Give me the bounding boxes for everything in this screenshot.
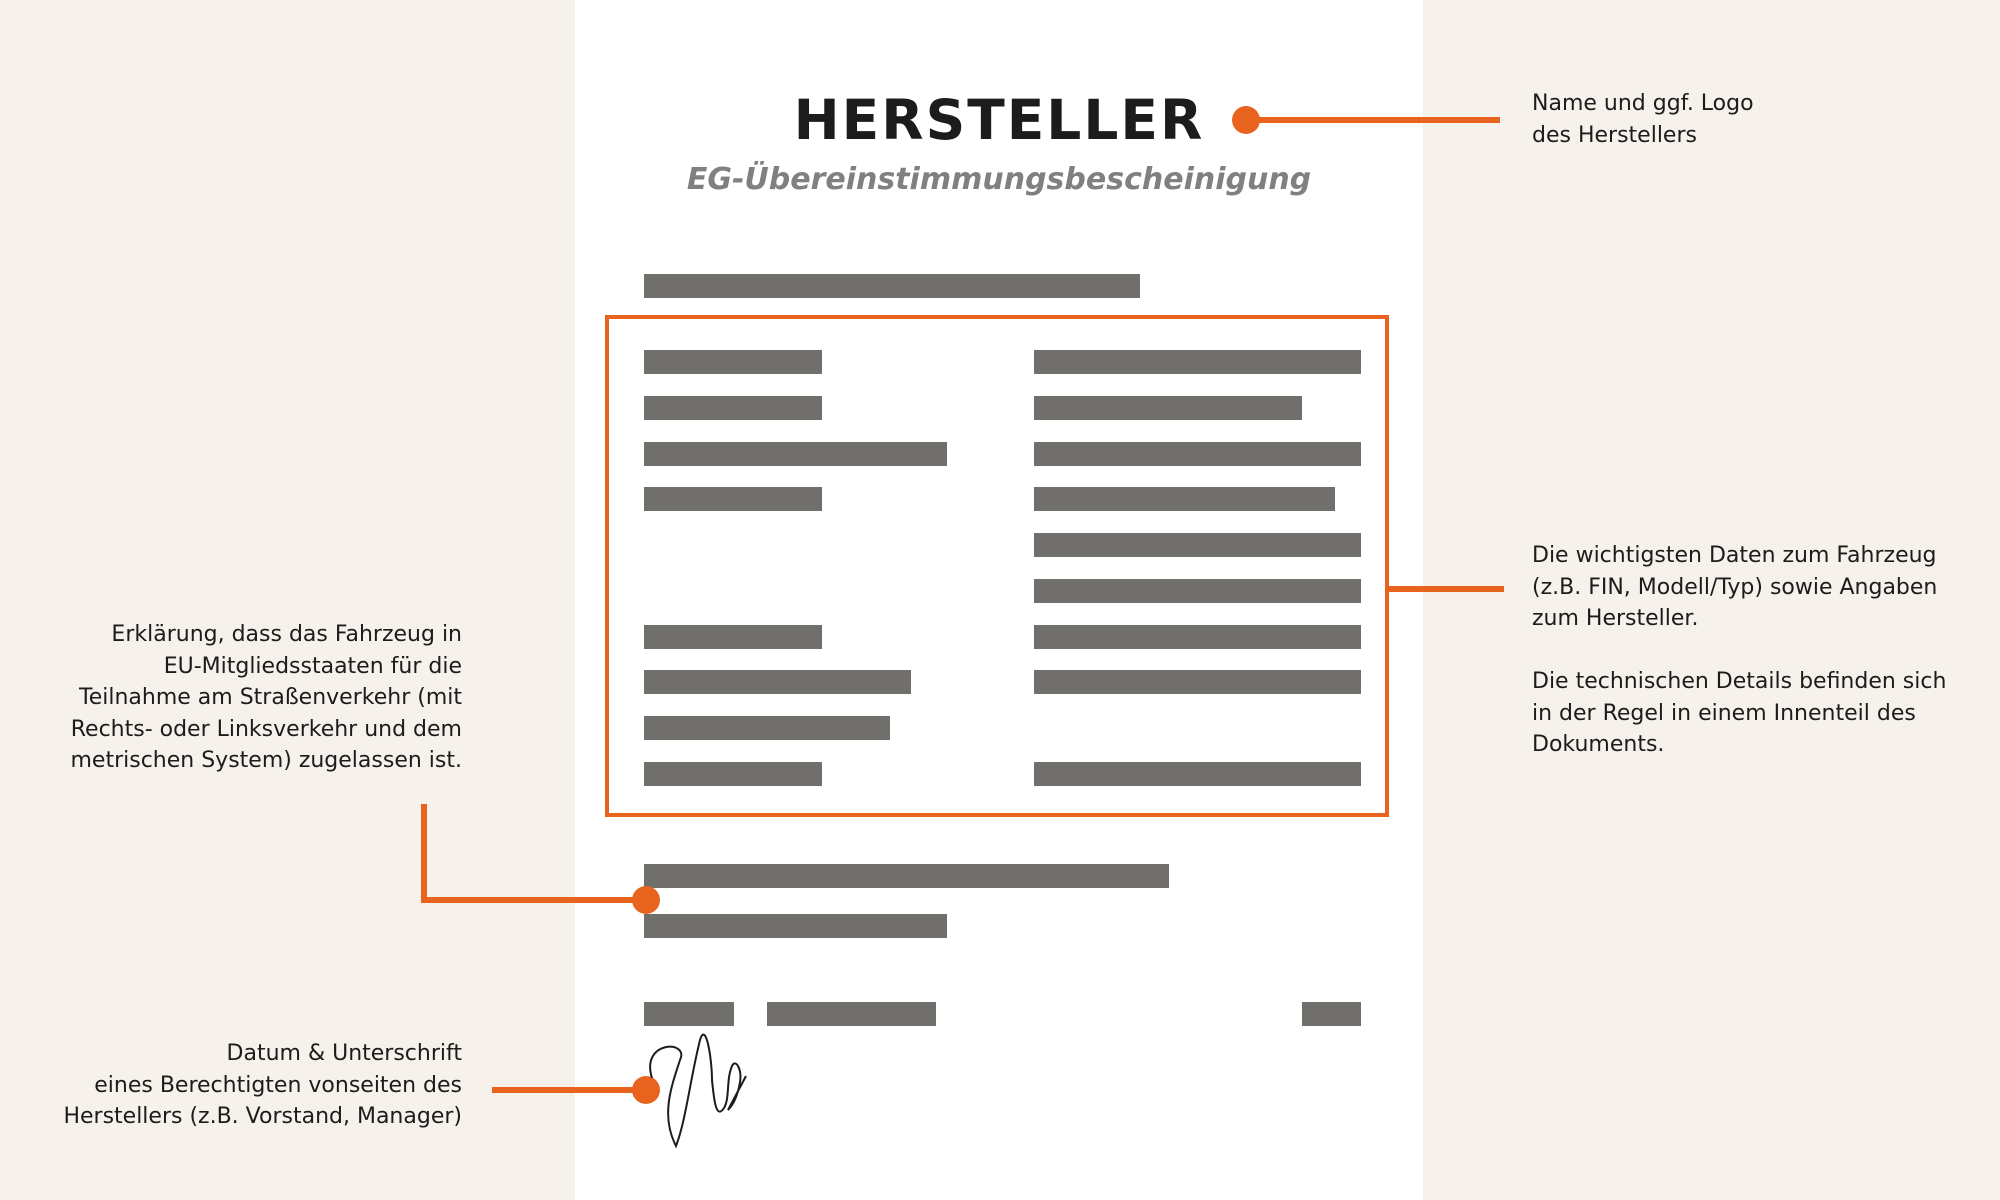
declaration-dot <box>632 886 660 914</box>
signature-dot <box>632 1076 660 1104</box>
declaration-connector <box>424 804 660 914</box>
document-title: HERSTELLER <box>793 88 1205 152</box>
signature-annotation: Datum & Unterschrift eines Berechtigten vonseiten des Herstellers (z.B. Vorstand, Manager) <box>63 1041 462 1129</box>
manufacturer-dot <box>1232 106 1260 134</box>
vehicle-data-annotation: Die wichtigsten Daten zum Fahrzeug (z.B. FIN, Modell/Typ) sowie Angaben zum Hersteller. Die technischen Details befinden sich in der Regel in einem Innenteil des Dokuments. <box>1532 543 1947 757</box>
declaration-annotation: Erklärung, dass das Fahrzeug in EU-Mitgliedsstaaten für die Teilnahme am Straßenverkehr (mit Rechts- oder Linksverkehr und dem metrischen System) zugelassen ist. <box>70 622 462 773</box>
manufacturer-connector <box>1232 106 1500 134</box>
manufacturer-annotation: Name und ggf. Logo des Herstellers <box>1532 91 1754 148</box>
signature-scribble <box>650 1035 746 1146</box>
signature-connector <box>492 1076 660 1104</box>
document-subtitle: EG-Übereinstimmungsbescheinigung <box>686 162 1312 197</box>
